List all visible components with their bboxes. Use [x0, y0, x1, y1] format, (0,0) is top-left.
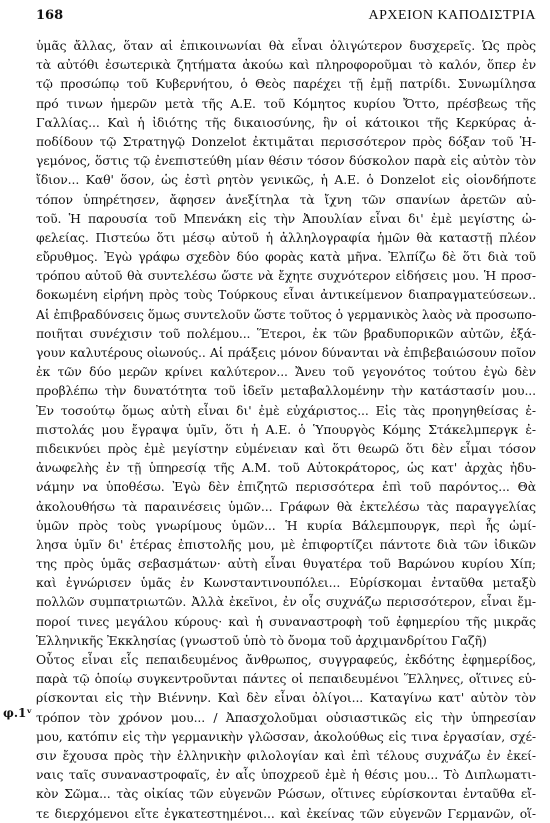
text-line: ἀκολουθήσω τὰ παραινέσεις ὑμῶν... Γράφων θὰ ἐκτελέσω τὰς παραγγελίας [36, 498, 536, 514]
body-text [36, 36, 536, 823]
text-line: ποιῆται συνέχισιν τοῦ πολέμου... Ἕτεροι, ἐκ τῶν βραδυπορικῶν αὐτῶν, ἐξά- [36, 325, 536, 341]
text-line: καὶ ἐγνώρισεν ὑμᾶς ἐν Κωνσταντινουπόλει... Εὑρίσκομαι ἐνταῦθα μεταξὺ [36, 575, 536, 591]
text-line: πιστολάς μου ἔγραψα ὑμῖν, ὅτι ἡ Α.Ε. ὁ Ὑπουργὸς Κόμης Στάκελμπεργκ ἐ- [36, 421, 536, 437]
text-line: Οὗτος εἶναι εἷς πεπαιδευμένος ἄνθρωπος, συγγραφεύς, ἐκδότης ἐφημερίδος, [36, 652, 536, 667]
text-line: τὰ αὐτόθι ἐσωτερικὰ ζητήματα ἀκούω καὶ πληροφοροῦμαι τὸ καλόν, ὅπερ ἐν [36, 57, 536, 73]
text-line: Αἱ ἐπιβραδύνσεις ὅμως συντελοῦν ὥστε τοῦτος ὁ γερμανικὸς λαὸς νὰ προσωπο- [36, 306, 536, 322]
text-line: παρὰ τῷ ὁποίῳ συγκεντροῦνται πάντες οἱ πεπαιδευμένοι Ἕλληνες, οἵτινες εὑ- [36, 671, 536, 687]
text-line: πιδεικνύει πρὸς ἐμὲ μεγίστην εὐμένειαν καὶ ὅτι θεωρῶ ὅτι δὲν εἶμαι τόσον [36, 440, 536, 456]
text-line: ἀνωφελὴς ἐν τῇ ὑπηρεσίᾳ τῆς Α.Μ. τοῦ Αὐτοκράτορος, ὡς κατ' ἀρχὰς ἠδυ- [36, 460, 536, 476]
text-line: σιν ἔχουσα πρὸς τὴν ἑλληνικὴν φιλολογίαν καὶ ἐπὶ τέλους συχνάζω ἐν ἐκεί- [36, 747, 536, 763]
text-line: εὔρυθμος. Ἐγὼ γράφω σχεδὸν δύο φορὰς κατὰ μῆνα. Ἐλπίζω δὲ ὅτι διὰ τοῦ [36, 249, 536, 265]
text-line: τόπον ὑπηρέτησεν, ἄφησεν ἀνεξίτηλα τὰ ἴχνη τῶν σπανίων ἀρετῶν αὐ- [36, 191, 536, 207]
text-line: τε διερχόμενοι εἴτε ἐγκατεστημένοι... καὶ ἐκείνας τῶν εὐγενῶν Γερμανῶν, οἵ- [36, 805, 536, 821]
text-line: Ἑλληνικῆς Ἐκκλησίας (γνωστοῦ ὑπὸ τὸ ὄνομα τοῦ ἀρχιμανδρίτου Γαζῆ) [36, 632, 487, 648]
text-line: γεμόνος, ὅστις τῷ ἐνεπιστεύθη μίαν θέσιν τόσον δύσκολον παρὰ εἰς αὐτὸν τὸν [36, 153, 536, 169]
page-header [36, 8, 536, 28]
text-line: δοκωμένη εἰρήνη πρὸς τοὺς Τούρκους εἶναι ἀντικείμενον διαπραγματεύσεων.. [36, 287, 536, 303]
text-line: Γαλλίας... Καὶ ἡ ἰδιότης τῆς δικαιοσύνης, ἣν οἱ κάτοικοι τῆς Κερκύρας ἀ- [36, 114, 536, 130]
text-line: τῷ προσώπῳ τοῦ Κυβερνήτου, ὁ Θεὸς παρέχει τῇ ἐμῇ πατρίδι. Συνωμίλησα [36, 76, 536, 92]
text-line: μου, κατόπιν εἰς τὴν γερμανικὴν γλῶσσαν, ἀκολούθως εἰς τινα ἐργασίαν, σχέ- [36, 728, 536, 744]
text-line: τρόπου αὐτοῦ θὰ συντελέσω ὥστε νὰ ἔχητε συχνότερον εἰδήσεις μου. Ἡ προσ- [36, 268, 536, 284]
text-line: κὸν Σῶμα... τὰς οἰκίας τῶν εὐγενῶν Ρώσων, οἵτινες εὑρίσκονται ἐνταῦθα εἴ- [36, 786, 536, 802]
text-line: ἐκ τῶν δύο μερῶν κρίνει καλύτερον... Ἄνευ τοῦ γεγονότος τούτου ἐγὼ δὲν [36, 364, 536, 380]
text-line: νάμην να ὑποθέσω. Ἐγὼ δὲν ἐπιζητῶ περισσότερα ἐπὶ τοῦ παρόντος... Θὰ [36, 479, 536, 495]
text-line: φελείας. Πιστεύω ὅτι μέσῳ αὐτοῦ ἡ ἀλληλογραφία ἡμῶν θὰ καταστῇ πλέον [36, 229, 536, 245]
text-line: ποδίδουν τῷ Στρατηγῷ Donzelot ἐκτιμᾶται περισσότερον πρὸς δόξαν τοῦ Ἡ- [36, 133, 536, 149]
text-line: ποροί τινες μεγάλου κύρους· καὶ ἡ συναναστροφὴ τοῦ ἐφημερίου τῆς μικρᾶς [36, 613, 536, 629]
text-line: Ἐν τοσούτῳ ὅμως αὐτὴ εἶναι δι' ἐμὲ εὐχάριστος... Εἰς τὰς προηγηθείσας ἐ- [36, 402, 536, 418]
text-line: λησα ὑμῖν δι' ἑτέρας ἐπιστολῆς μου, μὲ ἐπιφορτίζει πάντοτε διὰ τῶν ἰδικῶν [36, 536, 536, 552]
text-line: ρίσκονται εἰς τὴν Βιέννην. Καὶ δὲν εἶναι ὀλίγοι... Καταγίνω κατ' αὐτὸν τὸν [36, 690, 536, 706]
text-line: πρό τινων ἡμερῶν μετὰ τῆς Α.Ε. τοῦ Κόμητος κυρίου Ὄττο, πρέσβεως τῆς [36, 95, 536, 111]
page-number: 168 [36, 8, 64, 23]
text-line: προβλέπω τὴν δυνατότητα τοῦ ἰδεῖν μεταβαλλομένην τὴν κατάστασίν μου... [36, 383, 536, 399]
folio-margin-note: φ.1ᵛ [3, 706, 33, 720]
text-line: τρόπον τὸν χρόνον μου... / Ἀπασχολοῦμαι οὐσιαστικῶς εἰς τὴν ὑπηρεσίαν [36, 709, 536, 725]
text-line: ναις ταῖς συναναστροφαῖς, ἐν αἷς ὑποχρεοῦ ἐμὲ ἡ θέσις μου... Τὸ Διπλωματι- [36, 767, 536, 783]
running-head: ΑΡΧΕΙΟΝ ΚΑΠΟΔΙΣΤΡΙΑ [368, 8, 536, 23]
text-line: γουν καλυτέρους οἰωνούς.. Αἱ πράξεις μόνον δύνανται νὰ ἐπιβεβαιώσουν ποῖον [36, 345, 536, 360]
text-line: πολλῶν συμπατριωτῶν. Ἀλλὰ ἐκεῖνοι, ἐν οἷς συχνάζω περισσότερον, εἶναι ἔμ- [36, 594, 536, 610]
text-line: ὑμᾶς ἄλλας, ὅταν αἱ ἐπικοινωνίαι θὰ εἶναι ὀλιγώτερον δυσχερεῖς. Ὡς πρὸς [36, 38, 536, 53]
text-line: ὑμῶν πρὸς τοὺς γνωρίμους ὑμῶν... Ἡ κυρία Βάλεμπουργκ, περὶ ἧς ὡμί- [36, 517, 536, 533]
text-line: τοῦ. Ἡ παρουσία τοῦ Μπενάκη εἰς τὴν Ἀπουλίαν εἶναι δι' ἐμὲ μεγίστης ὠ- [36, 210, 536, 226]
text-line: της πρὸς ὑμᾶς σεβασμάτων· αὐτὴ εἶναι θυγατέρα τοῦ Βαρώνου κυρίου Χίπ; [36, 556, 536, 572]
text-line: ἴδιον... Καθ' ὅσον, ὡς ἐστὶ ρητὸν γενικῶς, ἡ Α.Ε. ὁ Donzelot εἰς οἱονδήποτε [36, 172, 536, 188]
